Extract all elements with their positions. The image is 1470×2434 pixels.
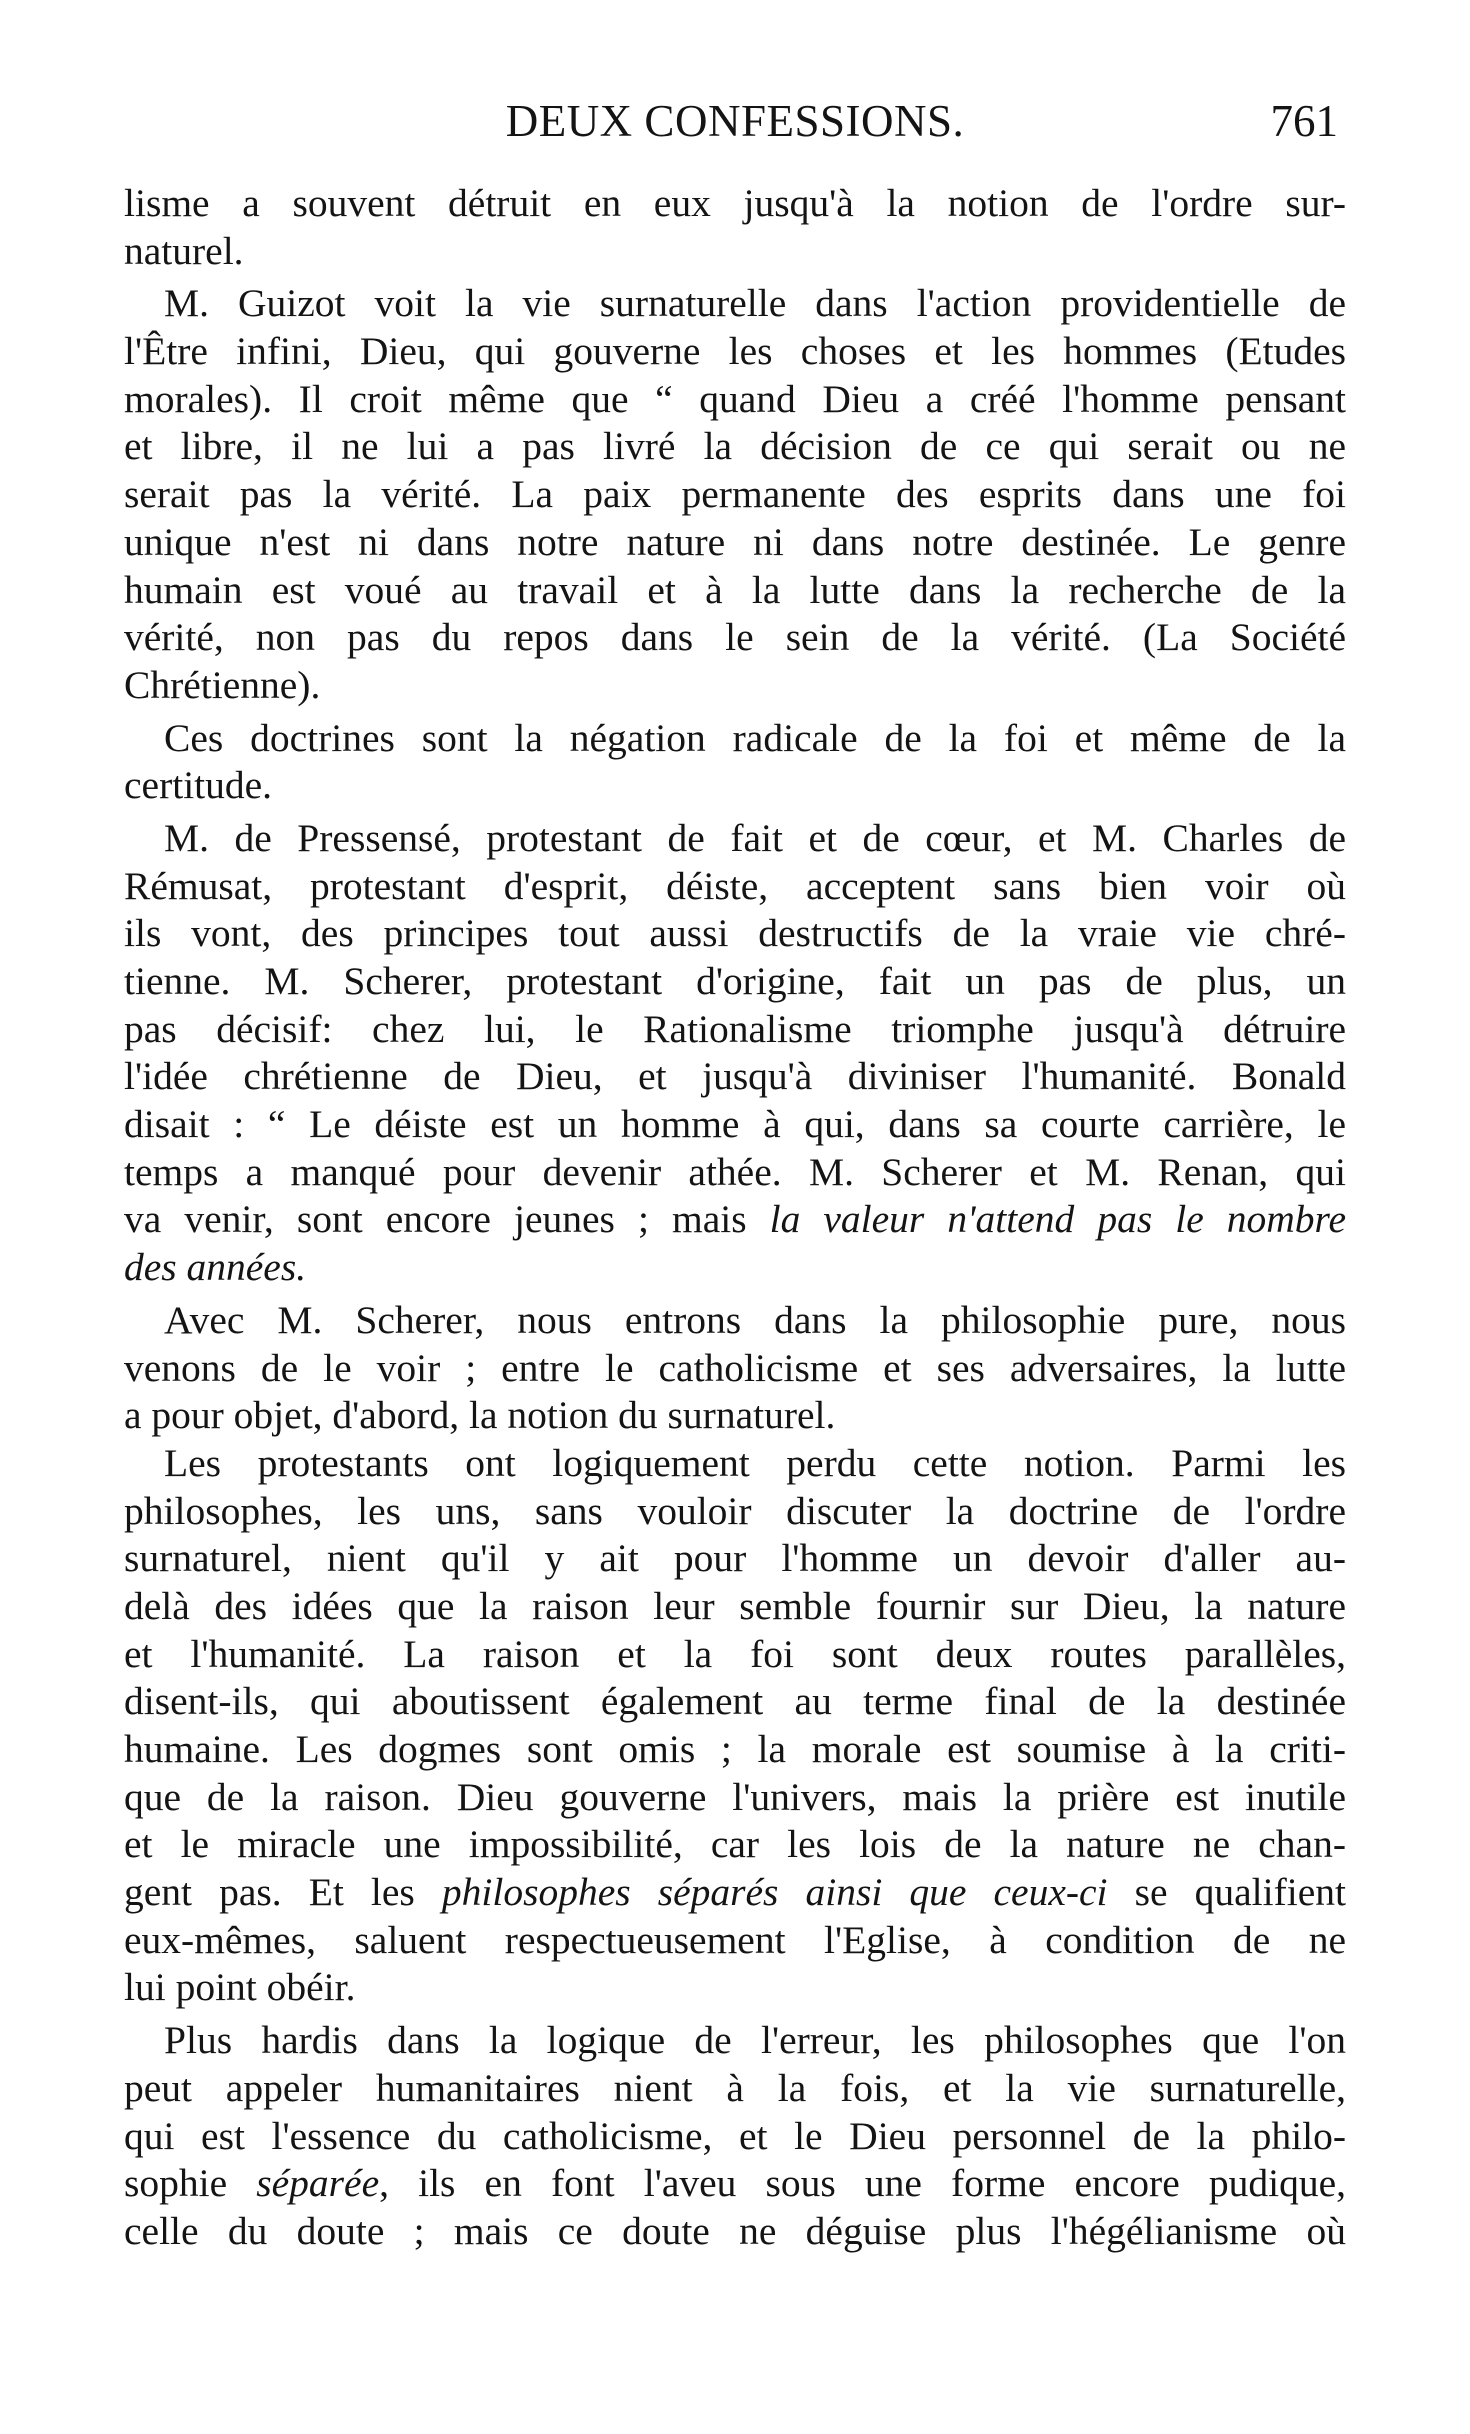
text-line: eux-mêmes, saluent respectueusement l'Eglise, à condition de ne: [124, 1917, 1346, 1962]
text-segment: , ils en font l'aveu sous une forme encore pudique,: [379, 2161, 1346, 2206]
text-line: temps a manqué pour devenir athée. M. Scherer et M. Renan, qui: [124, 1149, 1346, 1194]
text-segment: se qualifient: [1107, 1870, 1346, 1915]
italic-phrase: philosophes séparés ainsi que ceux-ci: [441, 1870, 1108, 1915]
chapter-title: DEUX CONFESSIONS.: [505, 96, 965, 146]
text-segment: gent pas. Et les: [124, 1870, 442, 1915]
text-line: et l'humanité. La raison et la foi sont deux routes parallèles,: [124, 1631, 1346, 1676]
text-line: Chrétienne).: [124, 662, 321, 707]
text-line: ils vont, des principes tout aussi destructifs de la vraie vie chré-: [124, 911, 1346, 956]
text-line: [124, 1869, 1346, 1917]
text-line: l'Être infini, Dieu, qui gouverne les choses et les hommes (Etudes: [124, 329, 1346, 374]
italic-quote: la valeur n'attend pas le nombre: [769, 1197, 1346, 1242]
text-line: philosophes, les uns, sans vouloir discuter la doctrine de l'ordre: [124, 1488, 1346, 1533]
text-line: [124, 1244, 1346, 1292]
paragraph-start-line: Avec M. Scherer, nous entrons dans la philosophie pure, nous: [164, 1297, 1346, 1342]
paragraph-start-line: M. Guizot voit la vie surnaturelle dans l'action providentielle de: [164, 281, 1346, 326]
paragraph-start-line: Plus hardis dans la logique de l'erreur, les philosophes que l'on: [164, 2018, 1346, 2063]
text-line: lisme a souvent détruit en eux jusqu'à la notion de l'ordre sur-: [124, 181, 1346, 225]
text-line: pas décisif: chez lui, le Rationalisme triomphe jusqu'à détruire: [124, 1006, 1346, 1051]
text-line: disait : “ Le déiste est un homme à qui, dans sa courte carrière, le: [124, 1102, 1346, 1147]
text-line: naturel.: [124, 228, 244, 273]
text-line: unique n'est ni dans notre nature ni dans notre destinée. Le genre: [124, 519, 1346, 564]
text-line: disent-ils, qui aboutissent également au terme final de la destinée: [124, 1679, 1346, 1724]
page-number: 761: [1270, 96, 1338, 146]
paragraph-start-line: Ces doctrines sont la négation radicale de la foi et même de la: [164, 715, 1346, 760]
text-line: surnaturel, nient qu'il y ait pour l'homme un devoir d'aller au-: [124, 1536, 1346, 1581]
text-line: lui point obéir.: [124, 1965, 356, 2010]
text-line: vérité, non pas du repos dans le sein de la vérité. (La Société: [124, 615, 1346, 660]
text-line: l'idée chrétienne de Dieu, et jusqu'à diviniser l'humanité. Bonald: [124, 1054, 1346, 1099]
running-header: [124, 95, 1346, 155]
text-line: [124, 1196, 1346, 1244]
text-line: venons de le voir ; entre le catholicisme et ses adversaires, la lutte: [124, 1345, 1346, 1390]
text-line: certitude.: [124, 763, 273, 808]
text-segment: sophie: [124, 2161, 257, 2206]
text-line: tienne. M. Scherer, protestant d'origine, fait un pas de plus, un: [124, 959, 1346, 1003]
text-line: celle du doute ; mais ce doute ne déguise plus l'hégélianisme où: [124, 2208, 1346, 2253]
text-line: Rémusat, protestant d'esprit, déiste, acceptent sans bien voir où: [124, 863, 1346, 908]
text-line: humain est voué au travail et à la lutte dans la recherche de la: [124, 567, 1346, 612]
italic-quote: des années.: [124, 1245, 307, 1290]
text-line: serait pas la vérité. La paix permanente des esprits dans une foi: [124, 472, 1346, 517]
paragraph-start-line: M. de Pressensé, protestant de fait et de cœur, et M. Charles de: [164, 815, 1346, 860]
text-line: morales). Il croit même que “ quand Dieu a créé l'homme pensant: [124, 376, 1346, 421]
text-line: humaine. Les dogmes sont omis ; la morale est soumise à la criti-: [124, 1727, 1346, 1771]
body-text: [124, 180, 1346, 2256]
text-line: peut appeler humanitaires nient à la fois, et la vie surnaturelle,: [124, 2065, 1346, 2110]
italic-word: séparée: [256, 2161, 380, 2206]
text-line: que de la raison. Dieu gouverne l'univers, mais la prière est inutile: [124, 1774, 1346, 1819]
text-line: et libre, il ne lui a pas livré la décision de ce qui serait ou ne: [124, 424, 1346, 469]
text-segment: va venir, sont encore jeunes ; mais: [124, 1197, 770, 1242]
paragraph-start-line: Les protestants ont logiquement perdu cette notion. Parmi les: [164, 1440, 1346, 1485]
text-line: delà des idées que la raison leur semble fournir sur Dieu, la nature: [124, 1583, 1346, 1628]
text-line: [124, 2160, 1346, 2208]
text-line: qui est l'essence du catholicisme, et le Dieu personnel de la philo-: [124, 2113, 1346, 2158]
text-line: et le miracle une impossibilité, car les lois de la nature ne chan-: [124, 1822, 1346, 1867]
text-line: a pour objet, d'abord, la notion du surnaturel.: [124, 1393, 836, 1438]
